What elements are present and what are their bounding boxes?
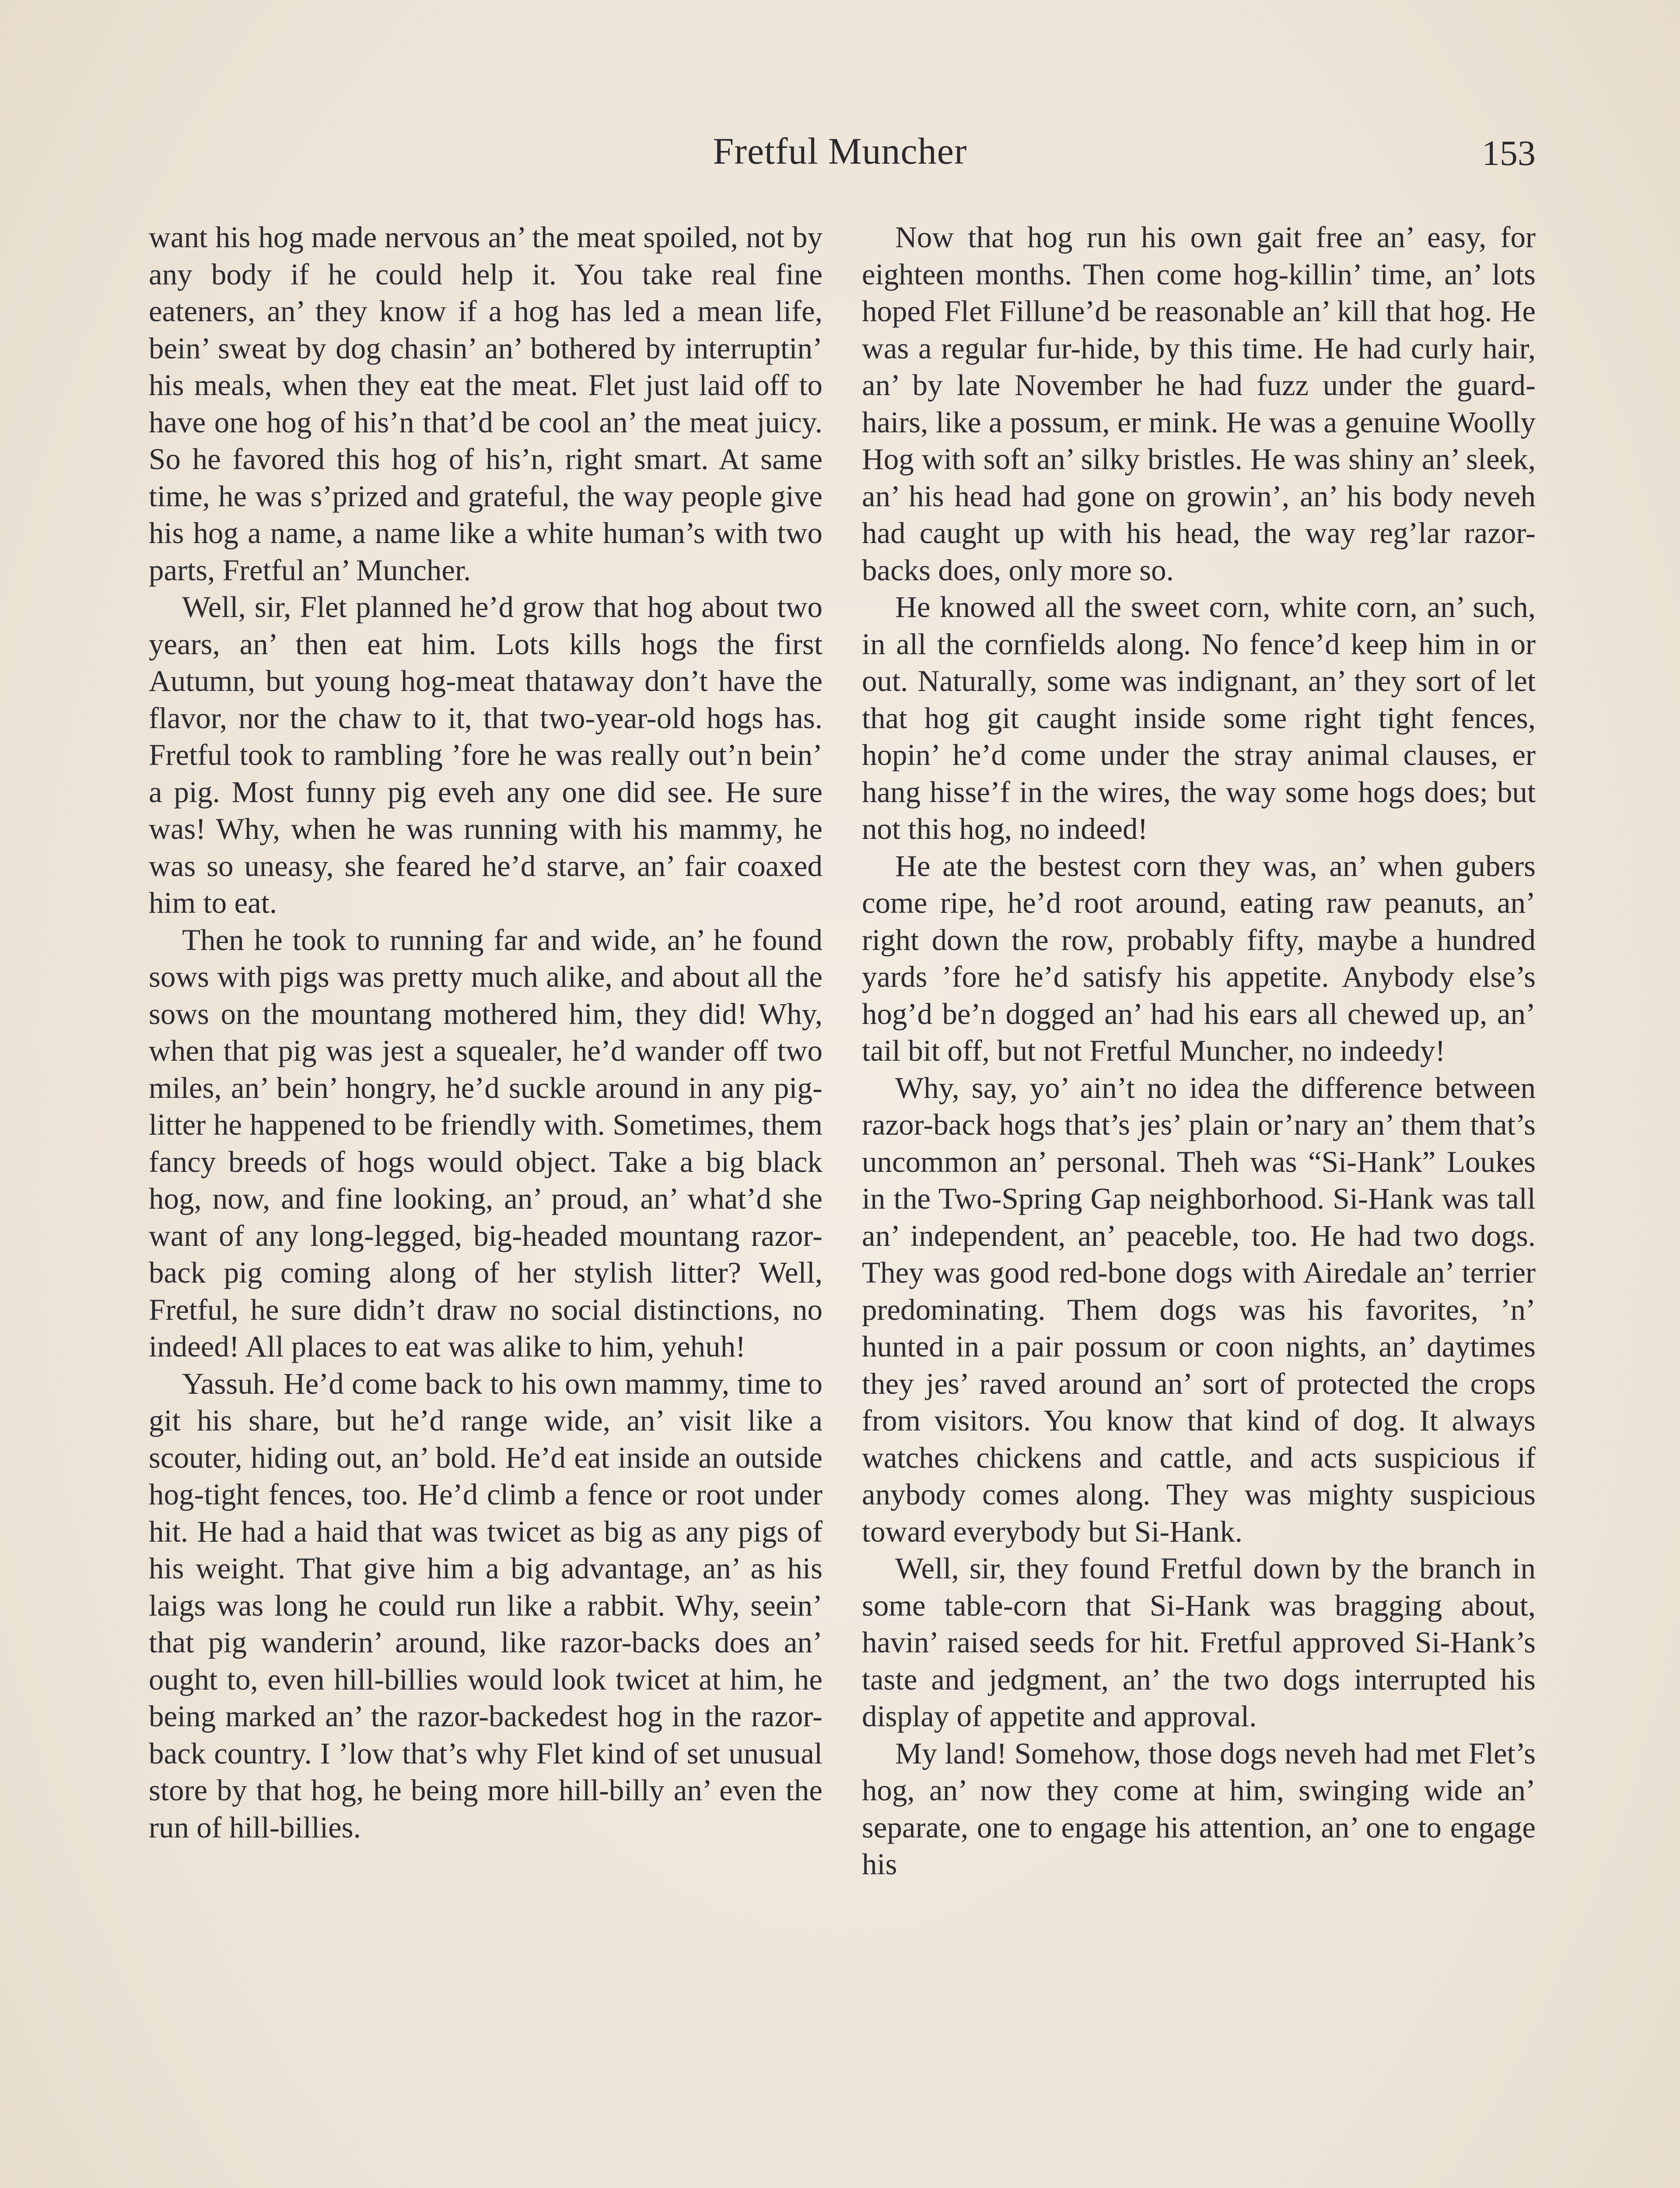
paragraph: He knowed all the sweet corn, white corn, an’ such, in all the cornfields along. No fence’d keep him in or out. Naturally, some was indignant, an’ they sort of let that hog git caught inside some right tight fences, hopin’ he’d come under the stray animal clauses, er hang hisse’f in the wires, the way some hogs does; but not this hog, no indeed! [862, 590, 1536, 845]
left-column [149, 219, 822, 2188]
paragraph: My land! Somehow, those dogs neveh had met Flet’s hog, an’ now they come at him, swinging wide an’ separate, one to engage his attention, an’ one to engage his [862, 1736, 1536, 1881]
page-number: 153 [1482, 133, 1536, 173]
page-header [144, 129, 1536, 182]
paragraph: Well, sir, they found Fretful down by the branch in some table-corn that Si-Hank was bragging about, havin’ raised seeds for hit. Fretful approved Si-Hank’s taste and jedgment, an’ the two dogs interrupted his display of appetite and approval. [862, 1552, 1536, 1733]
paragraph: Well, sir, Flet planned he’d grow that hog about two years, an’ then eat him. Lots kills hogs the first Autumn, but young hog-meat thataway don’t have the flavor, nor the chaw to it, that two-year-old hogs has. Fretful took to rambling ’fore he was really out’n bein’ a pig. Most funny pig eveh any one did see. He sure was! Why, when he was running with his mammy, he was so uneasy, she feared he’d starve, an’ fair coaxed him to eat. [149, 590, 822, 919]
paragraph: Now that hog run his own gait free an’ easy, for eighteen months. Then come hog-killin’ time, an’ lots hoped Flet Fillune’d be reasonable an’ kill that hog. He was a regular fur-hide, by this time. He had curly hair, an’ by late November he had fuzz under the guard-hairs, like a possum, er mink. He was a genuine Woolly Hog with soft an’ silky bristles. He was shiny an’ sleek, an’ his head had gone on growin’, an’ his body neveh had caught up with his head, the way reg’lar razor-backs does, only more so. [862, 221, 1536, 587]
text-columns [144, 219, 1536, 2188]
paragraph: want his hog made nervous an’ the meat spoiled, not by any body if he could help it. You take real fine eateners, an’ they know if a hog has led a mean life, bein’ sweat by dog chasin’ an’ bothered by interruptin’ his meals, when they eat the meat. Flet just laid off to have one hog of his’n that’d be cool an’ the meat juicy. So he favored this hog of his’n, right smart. At same time, he was s’prized and grateful, the way people give his hog a name, a name like a white human’s with two parts, Fretful an’ Muncher. [149, 221, 822, 587]
right-column [862, 219, 1536, 2188]
paragraph: Yassuh. He’d come back to his own mammy, time to git his share, but he’d range wide, an’ visit like a scouter, hiding out, an’ bold. He’d eat inside an outside hog-tight fences, too. He’d climb a fence or root under hit. He had a haid that was twicet as big as any pigs of his weight. That give him a big advantage, an’ as his laigs was long he could run like a rabbit. Why, seein’ that pig wanderin’ around, like razor-backs does an’ ought to, even hill-billies would look twicet at him, he being marked an’ the razor-backedest hog in the razor-back country. I ’low that’s why Flet kind of set unusual store by that hog, he being more hill-billy an’ even the run of hill-billies. [149, 1367, 822, 1844]
paragraph: Why, say, yo’ ain’t no idea the difference between razor-back hogs that’s jes’ plain or’nary an’ them that’s uncommon an’ personal. Theh was “Si-Hank” Loukes in the Two-Spring Gap neighborhood. Si-Hank was tall an’ independent, an’ peaceble, too. He had two dogs. They was good red-bone dogs with Airedale an’ terrier predominating. Them dogs was his favorites, ’n’ hunted in a pair possum or coon nights, an’ daytimes they jes’ raved around an’ sort of protected the crops from visitors. You know that kind of dog. It always watches chickens and cattle, and acts suspicious if anybody comes along. They was mighty suspicious toward everybody but Si-Hank. [862, 1071, 1536, 1548]
running-title: Fretful Muncher [713, 130, 967, 172]
paragraph: Then he took to running far and wide, an’ he found sows with pigs was pretty much alike, and about all the sows on the mountang mothered him, they did! Why, when that pig was jest a squealer, he’d wander off two miles, an’ bein’ hongry, he’d suckle around in any pig-litter he happened to be friendly with. Sometimes, them fancy breeds of hogs would object. Take a big black hog, now, and fine looking, an’ proud, an’ what’d she want of any long-legged, big-headed mountang razor-back pig coming along of her stylish litter? Well, Fretful, he sure didn’t draw no social distinctions, no indeed! All places to eat was alike to him, yehuh! [149, 923, 822, 1363]
paragraph: He ate the bestest corn they was, an’ when gubers come ripe, he’d root around, eating raw peanuts, an’ right down the row, probably fifty, maybe a hundred yards ’fore he’d satisfy his appetite. Anybody else’s hog’d be’n dogged an’ had his ears all chewed up, an’ tail bit off, but not Fretful Muncher, no indeedy! [862, 849, 1536, 1067]
